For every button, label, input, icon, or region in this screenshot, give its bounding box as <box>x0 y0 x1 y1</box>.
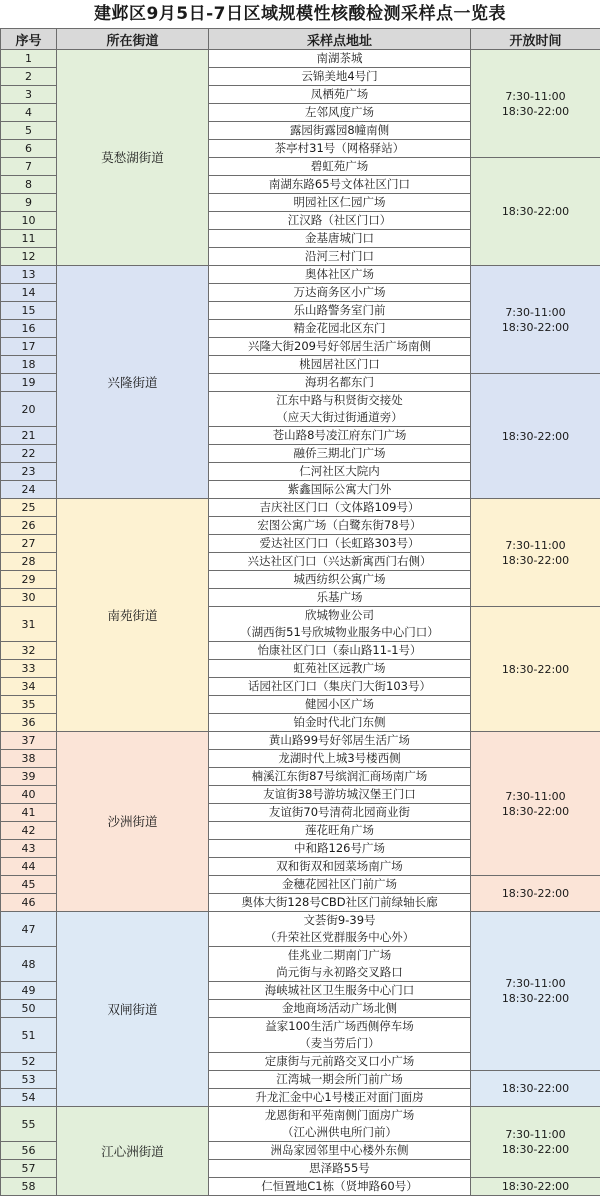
row-number: 42 <box>1 822 57 840</box>
opening-hours: 18:30-22:00 <box>471 1071 600 1107</box>
sampling-sites-table <box>0 28 600 1196</box>
street-name: 江心洲街道 <box>57 1107 209 1196</box>
site-address: 益家100生活广场西侧停车场 （麦当劳后门） <box>209 1018 471 1053</box>
site-address: 定康街与元前路交叉口小广场 <box>209 1053 471 1071</box>
site-address: 欣城物业公司 （湖西街51号欣城物业服务中心门口） <box>209 607 471 642</box>
row-number: 9 <box>1 194 57 212</box>
site-address: 文荟街9-39号 （升荣社区党群服务中心外） <box>209 912 471 947</box>
row-number: 16 <box>1 320 57 338</box>
row-number: 38 <box>1 750 57 768</box>
site-address: 龙恩街和平苑南侧门面房广场 （江心洲供电所门前） <box>209 1107 471 1142</box>
table-body <box>1 50 600 1196</box>
opening-hours: 18:30-22:00 <box>471 374 600 499</box>
site-address: 万达商务区小广场 <box>209 284 471 302</box>
site-address: 乐基广场 <box>209 589 471 607</box>
row-number: 20 <box>1 392 57 427</box>
row-number: 30 <box>1 589 57 607</box>
table-row <box>1 1107 600 1142</box>
row-number: 2 <box>1 68 57 86</box>
row-number: 57 <box>1 1160 57 1178</box>
site-address: 左邻风度广场 <box>209 104 471 122</box>
row-number: 40 <box>1 786 57 804</box>
opening-hours: 7:30-11:00 18:30-22:00 <box>471 1107 600 1178</box>
site-address: 露园街露园8幢南侧 <box>209 122 471 140</box>
row-number: 50 <box>1 1000 57 1018</box>
row-number: 19 <box>1 374 57 392</box>
row-number: 39 <box>1 768 57 786</box>
opening-hours: 7:30-11:00 18:30-22:00 <box>471 50 600 158</box>
site-address: 紫鑫国际公寓大门外 <box>209 481 471 499</box>
site-address: 楠溪江东街87号缤润汇商场南广场 <box>209 768 471 786</box>
row-number: 13 <box>1 266 57 284</box>
site-address: 洲岛家园邻里中心楼外东侧 <box>209 1142 471 1160</box>
row-number: 44 <box>1 858 57 876</box>
row-number: 55 <box>1 1107 57 1142</box>
row-number: 36 <box>1 714 57 732</box>
row-number: 22 <box>1 445 57 463</box>
site-address: 佳兆业二期南门广场 尚元街与永初路交叉路口 <box>209 947 471 982</box>
header-row <box>1 29 600 50</box>
site-address: 升龙汇金中心1号楼正对面门面房 <box>209 1089 471 1107</box>
site-address: 江湾城一期会所门前广场 <box>209 1071 471 1089</box>
site-address: 友谊街38号游坊城汉堡王门口 <box>209 786 471 804</box>
table-row <box>1 912 600 947</box>
site-address: 海玥名都东门 <box>209 374 471 392</box>
opening-hours: 18:30-22:00 <box>471 607 600 732</box>
site-address: 桃园居社区门口 <box>209 356 471 374</box>
row-number: 23 <box>1 463 57 481</box>
row-number: 12 <box>1 248 57 266</box>
row-number: 10 <box>1 212 57 230</box>
row-number: 1 <box>1 50 57 68</box>
row-number: 21 <box>1 427 57 445</box>
row-number: 54 <box>1 1089 57 1107</box>
site-address: 仁河社区大院内 <box>209 463 471 481</box>
site-address: 明园社区仁园广场 <box>209 194 471 212</box>
site-address: 奥体大街128号CBD社区门前绿轴长廊 <box>209 894 471 912</box>
table-row <box>1 50 600 68</box>
site-address: 吉庆社区门口（文体路109号） <box>209 499 471 517</box>
row-number: 34 <box>1 678 57 696</box>
opening-hours: 18:30-22:00 <box>471 1178 600 1196</box>
site-address: 双和街双和园菜场南广场 <box>209 858 471 876</box>
site-address: 奥体社区广场 <box>209 266 471 284</box>
row-number: 32 <box>1 642 57 660</box>
row-number: 5 <box>1 122 57 140</box>
site-address: 城西纺织公寓广场 <box>209 571 471 589</box>
street-name: 莫愁湖街道 <box>57 50 209 266</box>
site-address: 兴达社区门口（兴达新寓西门右侧） <box>209 553 471 571</box>
opening-hours: 18:30-22:00 <box>471 158 600 266</box>
row-number: 53 <box>1 1071 57 1089</box>
row-number: 52 <box>1 1053 57 1071</box>
site-address: 虹苑社区远教广场 <box>209 660 471 678</box>
opening-hours: 7:30-11:00 18:30-22:00 <box>471 266 600 374</box>
row-number: 43 <box>1 840 57 858</box>
row-number: 37 <box>1 732 57 750</box>
site-address: 爱达社区门口（长虹路303号） <box>209 535 471 553</box>
site-address: 江东中路与积贤街交接处 （应天大街过街通道旁） <box>209 392 471 427</box>
site-address: 中和路126号广场 <box>209 840 471 858</box>
header-street: 所在街道 <box>57 29 209 50</box>
site-address: 金地商场活动广场北侧 <box>209 1000 471 1018</box>
row-number: 51 <box>1 1018 57 1053</box>
site-address: 黄山路99号好邻居生活广场 <box>209 732 471 750</box>
row-number: 35 <box>1 696 57 714</box>
table-row <box>1 266 600 284</box>
site-address: 乐山路警务室门前 <box>209 302 471 320</box>
site-address: 铂金时代北门东侧 <box>209 714 471 732</box>
site-address: 沿河三村门口 <box>209 248 471 266</box>
table-row <box>1 499 600 517</box>
street-name: 兴隆街道 <box>57 266 209 499</box>
site-address: 金穗花园社区门前广场 <box>209 876 471 894</box>
row-number: 49 <box>1 982 57 1000</box>
street-name: 南苑街道 <box>57 499 209 732</box>
site-address: 宏图公寓广场（白鹭东街78号） <box>209 517 471 535</box>
row-number: 31 <box>1 607 57 642</box>
street-name: 沙洲街道 <box>57 732 209 912</box>
row-number: 45 <box>1 876 57 894</box>
site-address: 碧虹苑广场 <box>209 158 471 176</box>
site-address: 健园小区广场 <box>209 696 471 714</box>
row-number: 29 <box>1 571 57 589</box>
site-address: 仁恒置地C1栋（贤坤路60号） <box>209 1178 471 1196</box>
row-number: 26 <box>1 517 57 535</box>
row-number: 4 <box>1 104 57 122</box>
row-number: 58 <box>1 1178 57 1196</box>
row-number: 46 <box>1 894 57 912</box>
table-row <box>1 732 600 750</box>
site-address: 云锦美地4号门 <box>209 68 471 86</box>
site-address: 融侨三期北门广场 <box>209 445 471 463</box>
street-name: 双闸街道 <box>57 912 209 1107</box>
opening-hours: 7:30-11:00 18:30-22:00 <box>471 912 600 1071</box>
site-address: 海峡城社区卫生服务中心门口 <box>209 982 471 1000</box>
site-address: 南湖茶城 <box>209 50 471 68</box>
site-address: 友谊街70号清荷北园商业街 <box>209 804 471 822</box>
site-address: 茶亭村31号（网格驿站） <box>209 140 471 158</box>
site-address: 金基唐城门口 <box>209 230 471 248</box>
site-address: 凤栖苑广场 <box>209 86 471 104</box>
site-address: 南湖东路65号文体社区门口 <box>209 176 471 194</box>
row-number: 18 <box>1 356 57 374</box>
opening-hours: 18:30-22:00 <box>471 876 600 912</box>
row-number: 41 <box>1 804 57 822</box>
site-address: 兴隆大街209号好邻居生活广场南侧 <box>209 338 471 356</box>
header-no: 序号 <box>1 29 57 50</box>
row-number: 3 <box>1 86 57 104</box>
site-address: 怡康社区门口（泰山路11-1号） <box>209 642 471 660</box>
row-number: 7 <box>1 158 57 176</box>
page-title: 建邺区9月5日-7日区域规模性核酸检测采样点一览表 <box>0 0 600 28</box>
site-address: 精金花园北区东门 <box>209 320 471 338</box>
row-number: 28 <box>1 553 57 571</box>
site-address: 江汉路（社区门口） <box>209 212 471 230</box>
row-number: 14 <box>1 284 57 302</box>
opening-hours: 7:30-11:00 18:30-22:00 <box>471 499 600 607</box>
row-number: 47 <box>1 912 57 947</box>
row-number: 8 <box>1 176 57 194</box>
site-address: 话园社区门口（集庆门大街103号） <box>209 678 471 696</box>
site-address: 苍山路8号凌江府东门广场 <box>209 427 471 445</box>
row-number: 33 <box>1 660 57 678</box>
row-number: 25 <box>1 499 57 517</box>
site-address: 思泽路55号 <box>209 1160 471 1178</box>
row-number: 24 <box>1 481 57 499</box>
header-address: 采样点地址 <box>209 29 471 50</box>
row-number: 6 <box>1 140 57 158</box>
row-number: 17 <box>1 338 57 356</box>
header-time: 开放时间 <box>471 29 600 50</box>
opening-hours: 7:30-11:00 18:30-22:00 <box>471 732 600 876</box>
site-address: 莲花旺角广场 <box>209 822 471 840</box>
row-number: 11 <box>1 230 57 248</box>
site-address: 龙湖时代上城3号楼西侧 <box>209 750 471 768</box>
row-number: 27 <box>1 535 57 553</box>
row-number: 15 <box>1 302 57 320</box>
row-number: 56 <box>1 1142 57 1160</box>
row-number: 48 <box>1 947 57 982</box>
